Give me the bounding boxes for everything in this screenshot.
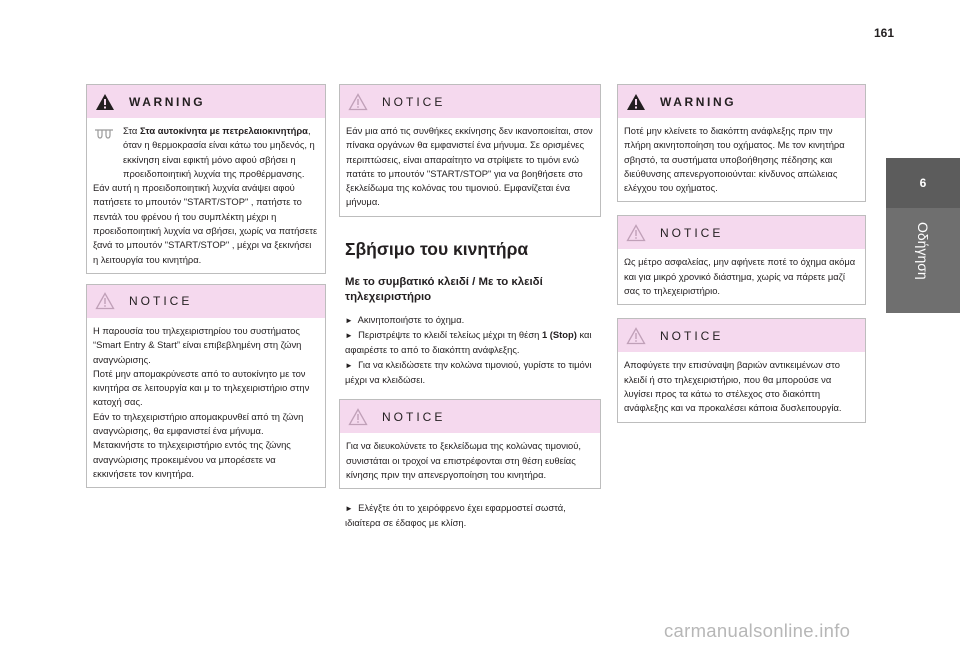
handbrake-note: ► Ελέγξτε ότι το χειρόφρενο έχει εφαρμοστεί σωστά, ιδιαίτερα σε έδαφος με κλίση. (345, 502, 566, 529)
notice-header (340, 400, 600, 433)
warning-body: Στα Στα αυτοκίνητα με πετρελαιοκινητήρα, όταν η θερμοκρασία είναι κάτω του μηδενός, η εκκίνηση είναι εφικτή μόνο αφού σβήσει η προειδοποιητική λυχνία της προθέρμανσης. Εάν αυτή η προειδοποιητική λυχνία ανάψει αφού πατήσετε το μπουτόν "START/STOP" , πατήστε το πεντάλ του φρένου ή του συμπλέκτη μέχρι η προειδοποιητική λυχνία να σβήσει, χωρίς να πατήσετε ξανά το μπουτόν "START/STOP" , μέχρι να ξεκινήσει η λειτουργία του κινητήρα. (87, 118, 325, 273)
notice-body (87, 318, 325, 487)
column-1 (86, 84, 326, 488)
arrow-icon: ► (345, 504, 353, 514)
watermark: carmanualsonline.info (664, 620, 851, 641)
notice-text: Αποφύγετε την επισύναψη βαριών αντικειμένων στο κλειδί ή στο τηλεχειριστήριο, που θα μπορούσε να λυγίσει προς τα κάτω το στέλεχος στο διακόπτη ανάφλεξης και να προκαλέσει κάποια δυσλειτουργία. (624, 359, 842, 414)
notice-box-steering-lock (339, 399, 601, 489)
notice-text-1: Η παρουσία του τηλεχειριστηρίου του συστήματος “Smart Entry & Start” είναι επιβεβλημένη στη ζώνη αναγνώρισης. (93, 324, 302, 365)
notice-header (340, 85, 600, 118)
notice-triangle-icon (348, 408, 368, 426)
notice-title: NOTICE (129, 294, 193, 309)
list-item: ► Για να κλειδώσετε την κολώνα τιμονιού, γυρίστε το τιμόνι μέχρι να κλειδώσει. (345, 358, 592, 385)
notice-title: NOTICE (660, 225, 724, 240)
notice-box-smart-entry (86, 284, 326, 488)
column-2 (339, 84, 601, 531)
warning-text-2: Εάν αυτή η προειδοποιητική λυχνία ανάψει αφού πατήσετε το μπουτόν "START/STOP" , πατήστε το πεντάλ του φρένου ή του συμπλέκτη μέχρι η προειδοποιητική λυχνία να σβήσει, χωρίς να πατήσετε ξανά το μπουτόν "START/STOP" , μέχρι να ξεκινήσει η λειτουργία του κινητήρα. (93, 182, 318, 265)
warning-body (618, 118, 865, 201)
notice-text: Εάν μια από τις συνθήκες εκκίνησης δεν ικανοποιείται, στον πίνακα οργάνων θα εμφανιστεί ένα μήνυμα. Σε ορισμένες περιπτώσεις, είναι απαραίτητο να στρίψετε το τιμόνι ενώ πατάτε το μπουτόν "START/STOP" για να βοηθήσετε στο ξεκλείδωμα της κολόνας του τιμονιού. Εμφανίζεται ένα μήνυμα. (346, 125, 593, 208)
warning-header (618, 85, 865, 118)
notice-text: Ως μέτρο ασφαλείας, μην αφήνετε ποτέ το όχημα ακόμα και για μικρό χρονικό διάστημα, χωρίς να πάρετε μαζί σας το τηλεχειριστήριο. (624, 256, 856, 297)
warning-bold-text: Στα αυτοκίνητα με πετρελαιοκινητήρα (139, 125, 308, 136)
list-item: ► Ακινητοποιήστε το όχημα. (345, 313, 465, 325)
notice-text-3: Εάν το τηλεχειριστήριο απομακρυνθεί από τη ζώνη αναγνώρισης, θα εμφανιστεί ένα μήνυμα. (93, 410, 304, 437)
notice-box-heavy-objects (617, 318, 866, 422)
notice-text-2: Ποτέ μην απομακρύνεστε από το αυτοκίνητο με τον κινητήρα σε λειτουργία και μ το τηλεχειριστήριο στην κατοχή σας. (93, 367, 310, 408)
notice-triangle-icon (348, 93, 368, 111)
arrow-icon: ► (345, 331, 353, 341)
notice-text-4: Μετακινήστε το τηλεχειριστήριο εντός της ζώνης αναγνώρισης προκειμένου να μπορέσετε να εκκινήσετε τον κινητήρα. (93, 439, 291, 479)
warning-text: Ποτέ μην κλείνετε το διακόπτη ανάφλεξης πριν την πλήρη ακινητοποίηση του οχήματος. Με τον κινητήρα σβηστό, τα συστήματα υποβοήθησης πέδησης και διεύθυνσης απενεργοποιούνται: κίνδυνος απώλειας ελέγχου του οχήματος. (624, 125, 845, 194)
warning-title: WARNING (660, 94, 737, 109)
warning-text-1: , όταν η θερμοκρασία είναι κάτω του μηδενός, η εκκίνηση είναι εφικτή μόνο αφού σβήσει η προειδοποιητική λυχνία της προθέρμανσης. (123, 125, 315, 179)
notice-box-safety (617, 215, 866, 305)
notice-triangle-icon (626, 327, 646, 345)
notice-text: Για να διευκολύνετε το ξεκλείδωμα της κολώνας τιμονιού, συνιστάται οι τροχοί να επιστρέφονται στη θέση ευθείας κίνησης πριν την απενεργοποίηση του κινητήρα. (346, 440, 581, 480)
notice-body (618, 249, 865, 304)
glow-plug-icon (93, 128, 115, 140)
warning-box-ignition (617, 84, 866, 202)
notice-header (618, 216, 865, 249)
notice-title: NOTICE (382, 94, 446, 109)
notice-body (340, 118, 600, 216)
warning-triangle-icon (626, 93, 646, 111)
notice-title: NOTICE (382, 409, 446, 424)
chapter-number: 6 (886, 158, 960, 208)
warning-box-diesel (86, 84, 326, 274)
warning-header (87, 85, 325, 118)
notice-title: NOTICE (660, 328, 724, 343)
notice-box-start-conditions (339, 84, 601, 217)
notice-triangle-icon (626, 224, 646, 242)
sub-title: Με το συμβατικό κλειδί / Με το κλειδί τηλεχειριστήριο (345, 275, 543, 304)
chapter-label: Οδήγηση (915, 222, 931, 280)
arrow-icon: ► (345, 315, 353, 325)
notice-body (340, 433, 600, 488)
page-number: 161 (874, 26, 895, 40)
notice-header (618, 319, 865, 352)
notice-header (87, 285, 325, 318)
list-item: ► Περιστρέψτε το κλειδί τελείως μέχρι τη θέση 1 (Stop) και αφαιρέστε το από το διακόπτη ανάφλεξης. (345, 329, 592, 356)
section-title: Σβήσιμο του κινητήρα (345, 238, 529, 259)
arrow-icon: ► (345, 360, 353, 370)
steps-list (345, 313, 601, 387)
notice-body (618, 352, 865, 421)
notice-triangle-icon (95, 292, 115, 310)
column-3 (617, 84, 866, 423)
warning-title: WARNING (129, 94, 206, 109)
warning-triangle-icon (95, 93, 115, 111)
